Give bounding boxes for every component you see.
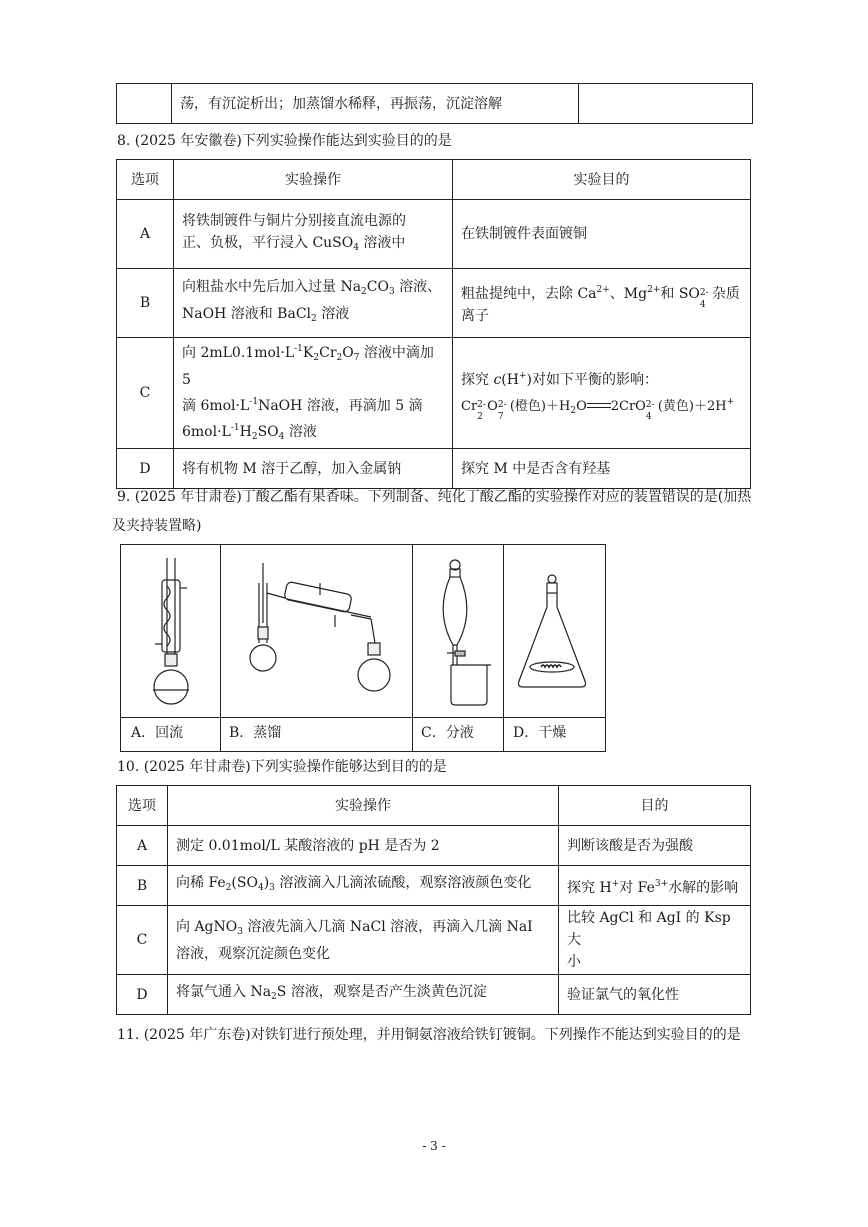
q10-table [116,785,751,1015]
q10-row-c-goal-line1: 比较 AgCl 和 AgI 的 Ksp 大 [567,910,731,948]
q8-row-a-goal: 在铁制镀件表面镀铜 [453,200,751,269]
q10-row-a-operation: 测定 0.01mol/L 某酸溶液的 pH 是否为 2 [168,826,559,866]
q10-row-c-goal-line2: 小 [567,954,581,970]
top-partial-table [116,83,753,124]
q8-row-d-goal: 探究 M 中是否含有羟基 [453,449,751,489]
table-row [117,975,751,1015]
table-row [117,826,751,866]
q10-header-goal: 目的 [559,786,751,826]
table-row [117,866,751,906]
q10-row-d-option: D [117,975,168,1015]
q8-row-b-goal [453,269,751,338]
top-row-cell-empty [117,84,172,124]
q8-row-b-goal-line1: 粗盐提纯中，去除 $Ca^{2+}$、$Mg^{2+}$和 SO 2- 4 杂质 [461,285,740,310]
q8-row-c-goal-line1: 探究 c(H+)对如下平衡的影响： [461,370,658,388]
q8-row-c-op-line1: 向 $2mL0.1mol\cdot L^{-1}K_2Cr_2O_7$ 溶液中滴加 5 [182,344,434,388]
q10-row-c-option: C [117,906,168,975]
q8-table [116,159,751,489]
q8-row-d-operation: 将有机物 M 溶于乙醇，加入金属钠 [174,449,453,489]
table-row [117,269,751,338]
q9-label-c: C．分液 [421,725,474,741]
q8-row-b-operation [174,269,453,338]
q10-header-operation: 实验操作 [168,786,559,826]
page-number: - 3 - [422,1139,446,1153]
q8-row-c-goal-line2: Cr 2- 2 O 2- 7 (橙色)$+H_2O$ 2CrO 2- 4 (黄色)＋2H+ [461,396,735,422]
reflux-condenser-icon [131,550,211,715]
q8-row-a-option: A [117,200,174,269]
q10-title: 10. (2025 年甘肃卷)下列实验操作能够达到目的的是 [117,759,447,775]
q8-row-c-goal [453,338,751,449]
q9-apparatus-panel [120,544,606,752]
q10-row-d-operation: 将氯气通入 $Na_2S$ 溶液，观察是否产生淡黄色沉淀 [168,975,559,1015]
q8-title: 8. (2025 年安徽卷)下列实验操作能达到实验目的的是 [117,133,452,149]
q8-row-a-op-line1: 将铁制镀件与铜片分别接直流电源的 [182,212,406,229]
top-row-cell-text: 荡，有沉淀析出；加蒸馏水稀释，再振荡，沉淀溶解 [172,84,579,124]
q8-row-a-op-line2: 正、负极，平行浸入 CuSO$_4$ 溶液中 [182,234,406,253]
q8-row-b-op-line2: NaOH 溶液和 BaCl$_2$ 溶液 [182,306,350,324]
q10-row-c-operation [168,906,559,975]
conical-flask-icon [509,565,599,705]
q10-row-a-goal: 判断该酸是否为强酸 [559,826,751,866]
q9-label-a: A．回流 [131,725,184,741]
equilibrium-arrow-icon [587,402,611,410]
q10-row-a-option: A [117,826,168,866]
q8-row-c-option: C [117,338,174,449]
table-row [117,200,751,269]
q8-row-c-op-line3: $6mol\cdot L^{-1}H_2SO_4$ 溶液 [182,423,317,442]
q9-label-b: B．蒸馏 [229,725,282,741]
table-row [117,449,751,489]
q9-label-d: D．干燥 [513,725,567,741]
q8-row-c-operation [174,338,453,449]
q8-row-b-option: B [117,269,174,338]
q8-row-d-option: D [117,449,174,489]
q8-row-a-operation [174,200,453,269]
q10-row-c-op-line1: 向 AgNO$_3$ 溶液先滴入几滴 NaCl 溶液，再滴入几滴 NaI [176,918,533,937]
q8-header-option: 选项 [117,160,174,200]
q10-row-b-option: B [117,866,168,906]
q10-header-option: 选项 [117,786,168,826]
q8-header-operation: 实验操作 [174,160,453,200]
q11-title: 11. (2025 年广东卷)对铁钉进行预处理，并用铜氨溶液给铁钉镀铜。下列操作不能达到实验目的的是 [117,1027,741,1043]
table-row [117,906,751,975]
q9-title-line1: 9. (2025 年甘肃卷)丁酸乙酯有果香味。下列制备、纯化丁酸乙酯的实验操作对应的装置错误的是(加热 [117,489,752,505]
top-row-cell-empty-right [579,84,753,124]
separatory-funnel-icon [417,553,499,713]
q8-row-b-goal-line2: 离子 [461,308,489,324]
q10-row-c-op-line2: 溶液，观察沉淀颜色变化 [176,945,330,962]
distillation-apparatus-icon [225,553,409,713]
q8-row-c-op-line2: 滴 $6mol\cdot L^{-1}NaOH$ 溶液，再滴加 5 滴 [182,397,423,414]
table-row [117,338,751,449]
q8-header-goal: 实验目的 [453,160,751,200]
q10-row-b-goal: 探究 H+对 $Fe^{3+}$水解的影响 [559,866,751,906]
q8-row-b-op-line1: 向粗盐水中先后加入过量 $Na_2CO_3$ 溶液、 [182,279,442,297]
q10-row-b-operation: 向稀 $Fe_2(SO_4)_3$ 溶液滴入几滴浓硫酸，观察溶液颜色变化 [168,866,559,906]
q10-row-d-goal: 验证氯气的氧化性 [559,975,751,1015]
q10-row-c-goal [559,906,751,975]
q9-title-line2: 及夹持装置略) [112,518,202,534]
